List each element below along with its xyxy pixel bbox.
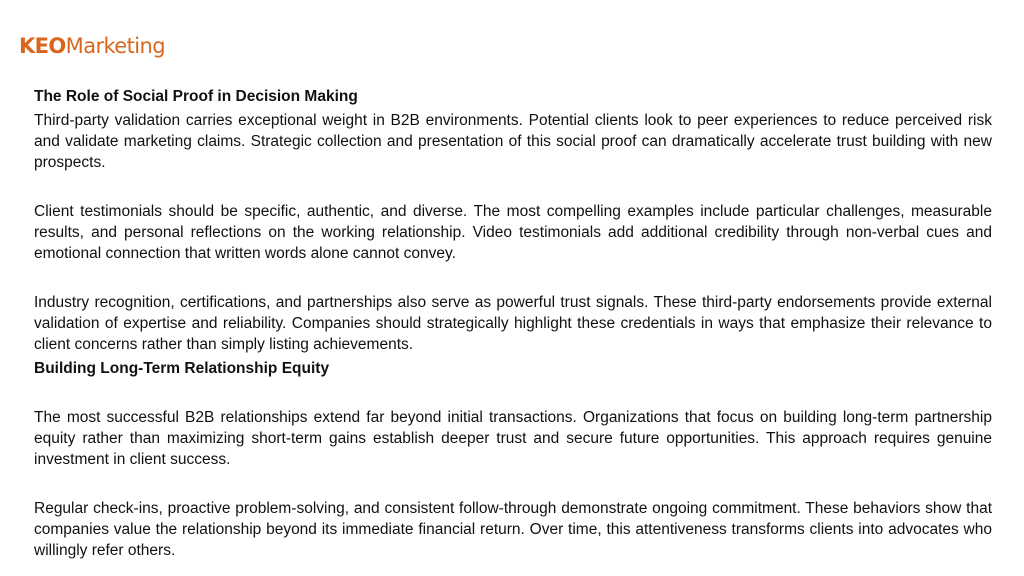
paragraph-regular-check-ins: Regular check-ins, proactive problem-solving, and consistent follow-through demonstrate ongoing commitment. These behaviors show that companies value the relationship beyond its immediate financial return. Over time, this attentiveness transforms clients into advocates who willingly refer others.	[34, 500, 992, 559]
logo-bold-text: KEO	[19, 34, 66, 58]
paragraph-third-party-validation: Third-party validation carries exceptional weight in B2B environments. Potential clients look to peer experiences to reduce perceived risk and validate marketing claims. Strategic collection and presentation of this social proof can dramatically accelerate trust building with new prospects.	[34, 112, 992, 171]
brand-logo	[19, 33, 165, 59]
section-heading-relationship-equity: Building Long-Term Relationship Equity	[34, 360, 330, 377]
logo-regular-text: Marketing	[65, 34, 165, 58]
paragraph-client-testimonials: Client testimonials should be specific, authentic, and diverse. The most compelling examples include particular challenges, measurable results, and personal reflections on the working relationship. Video testimonials add additional credibility through non-verbal cues and emotional connection that written words alone cannot convey.	[34, 203, 992, 262]
section-heading-social-proof: The Role of Social Proof in Decision Making	[34, 88, 358, 105]
paragraph-industry-recognition: Industry recognition, certifications, and partnerships also serve as powerful trust signals. These third-party endorsements provide external validation of expertise and reliability. Companies should strategically highlight these credentials in ways that emphasize their relevance to client concerns rather than simply listing achievements.	[34, 294, 992, 353]
paragraph-successful-relationships: The most successful B2B relationships extend far beyond initial transactions. Organizations that focus on building long-term partnership equity rather than maximizing short-term gains establish deeper trust and secure future opportunities. This approach requires genuine investment in client success.	[34, 409, 992, 468]
article-body	[34, 86, 992, 561]
